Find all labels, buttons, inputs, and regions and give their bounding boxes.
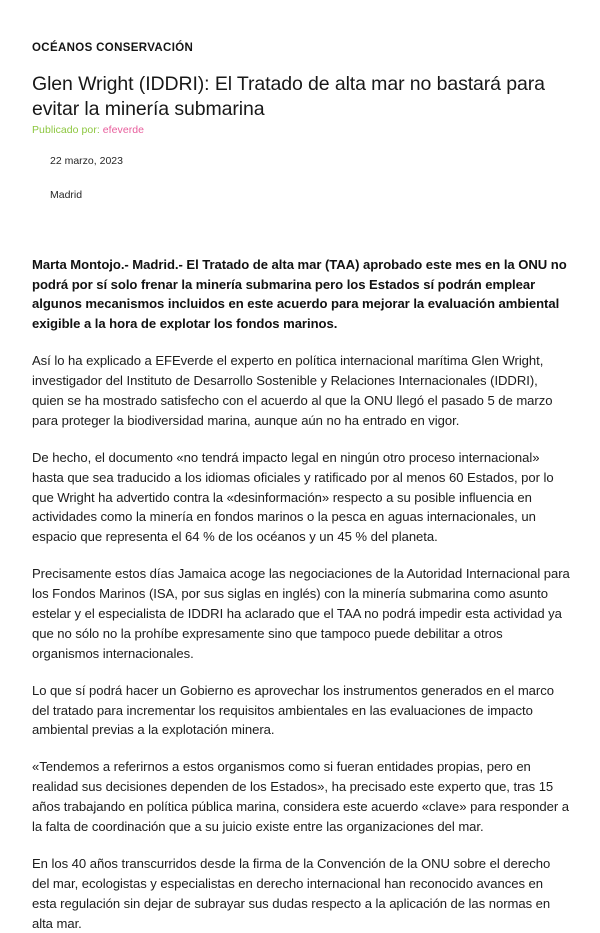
article-meta xyxy=(32,155,570,202)
publish-date: 22 marzo, 2023 xyxy=(50,155,123,168)
body-paragraph: Precisamente estos días Jamaica acoge las negociaciones de la Autoridad Internacional para los Fondos Marinos (ISA, por sus siglas en inglés) con la minería submarina como asunto estelar y el especialista de IDDRI ha aclarado que el TAA no podrá impedir esta actividad ya que no sólo no la prohíbe expresamente sino que tampoco puede debilitar a otros organismos internacionales. xyxy=(32,566,570,661)
category-kicker[interactable]: OCÉANOS CONSERVACIÓN xyxy=(32,42,194,54)
byline-label: Publicado por: xyxy=(32,123,100,136)
article-body xyxy=(0,255,600,933)
body-paragraph: Así lo ha explicado a EFEverde el experto en política internacional marítima Glen Wright, investigador del Instituto de Desarrollo Sostenible y Relaciones Internacionales (IDDRI), quien se ha mostrado satisfecho con el acuerdo al que la ONU llegó el pasado 5 de marzo para proteger la biodiversidad marina, aunque aún no ha entrado en vigor. xyxy=(32,353,553,428)
lead-paragraph: Marta Montojo.- Madrid.- El Tratado de alta mar (TAA) aprobado este mes en la ONU no podrá por sí solo frenar la minería submarina pero los Estados sí podrán emplear algunos mecanismos incluidos en este acuerdo para mejorar la evaluación ambiental exigible a la hora de explotar los fondos marinos. xyxy=(32,256,567,332)
byline-author-link[interactable]: efeverde xyxy=(102,123,145,136)
body-paragraph: En los 40 años transcurridos desde la firma de la Convención de la ONU sobre el derecho del mar, ecologistas y especialistas en derecho internacional han reconocido avances en esta regulación sin dejar de subrayar sus dudas respecto a la aplicación de las normas en alta mar. xyxy=(32,855,551,931)
page-title: Glen Wright (IDDRI): El Tratado de alta mar no bastará para evitar la minería submarina xyxy=(32,72,545,120)
body-paragraph: De hecho, el documento «no tendrá impacto legal en ningún otro proceso internacional» hasta que sea traducido a los idiomas oficiales y ratificado por al menos 60 Estados, por lo que Wright ha advertido contra la «desinformación» respecto a su posible influencia en actividades como la minería en fondos marinos o la pesca en aguas internacionales, un espacio que representa el 64 % de los océanos y un 45 % del planeta. xyxy=(32,449,554,545)
body-paragraph: «Tendemos a referirnos a estos organismos como si fueran entidades propias, pero en realidad sus decisiones dependen de los Estados», ha precisado este experto que, tras 15 años trabajando en política pública marina, considera este acuerdo «clave» para responder a la falta de coordinación que a su juicio existe entre las organizaciones del mar. xyxy=(32,759,570,834)
article-header xyxy=(0,0,600,203)
body-paragraph: Lo que sí podrá hacer un Gobierno es aprovechar los instrumentos generados en el marco del tratado para incrementar los requisitos ambientales en las evaluaciones de impacto ambiental previas a la explotación minera. xyxy=(32,682,554,738)
dateline-place: Madrid xyxy=(50,188,83,201)
byline xyxy=(32,124,570,138)
